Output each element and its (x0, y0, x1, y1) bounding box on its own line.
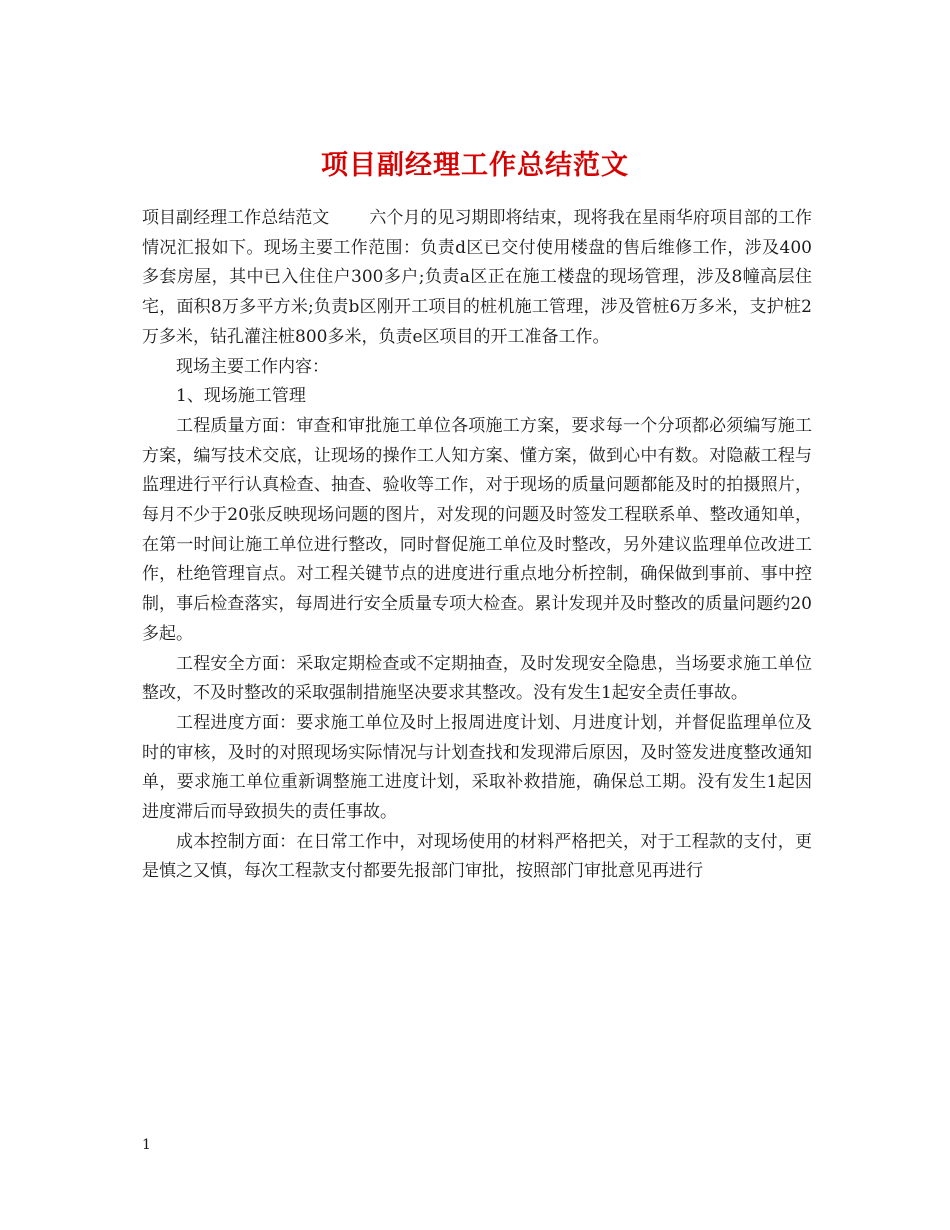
intro-paragraph (142, 204, 812, 353)
intro-text: 六个月的见习期即将结束，现将我在星雨华府项目部的工作情况汇报如下。现场主要工作范围：负责d区已交付使用楼盘的售后维修工作，涉及400多套房屋，其中已入住住户300多户;负责a区正在施工楼盘的现场管理，涉及8幢高层住宅，面积8万多平方米;负责b区刚开工项目的桩机施工管理，涉及管桩6万多米，支护桩2万多米，钻孔灌注桩800多米，负责e区项目的开工准备工作。 (142, 208, 813, 347)
page-number: 1 (142, 1137, 151, 1153)
intro-title: 项目副经理工作总结范文 (142, 208, 330, 228)
cost-paragraph: 成本控制方面：在日常工作中，对现场使用的材料严格把关，对于工程款的支付，更是慎之又慎，每次工程款支付都要先报部门审批，按照部门审批意见再进行 (142, 831, 812, 882)
document-title: 项目副经理工作总结范文 (321, 150, 629, 182)
document-body (142, 204, 812, 887)
progress-paragraph: 工程进度方面：要求施工单位及时上报周进度计划、月进度计划，并督促监理单位及时的审核，及时的对照现场实际情况与计划查找和发现滞后原因，及时签发进度整改通知单，要求施工单位重新调整施工进度计划，采取补救措施，确保总工期。没有发生1起因进度滞后而导致损失的责任事故。 (142, 712, 812, 823)
quality-paragraph: 工程质量方面：审查和审批施工单位各项施工方案，要求每一个分项都必须编写施工方案，编写技术交底，让现场的操作工人知方案、懂方案，做到心中有数。对隐蔽工程与监理进行平行认真检查、抽查、验收等工作，对于现场的质量问题都能及时的拍摄照片，每月不少于20张反映现场问题的图片，对发现的问题及时签发工程联系单、整改通知单，在第一时间让施工单位进行整改，同时督促施工单位及时整改，另外建议监理单位改进工作，杜绝管理盲点。对工程关键节点的进度进行重点地分析控制，确保做到事前、事中控制，事后检查落实，每周进行安全质量专项大检查。累计发现并及时整改的质量问题约20多起。 (142, 415, 812, 644)
subsection-heading: 1、现场施工管理 (176, 386, 306, 407)
safety-paragraph: 工程安全方面：采取定期检查或不定期抽查，及时发现安全隐患，当场要求施工单位整改，不及时整改的采取强制措施坚决要求其整改。没有发生1起安全责任事故。 (142, 653, 812, 704)
section-heading: 现场主要工作内容： (176, 356, 329, 377)
